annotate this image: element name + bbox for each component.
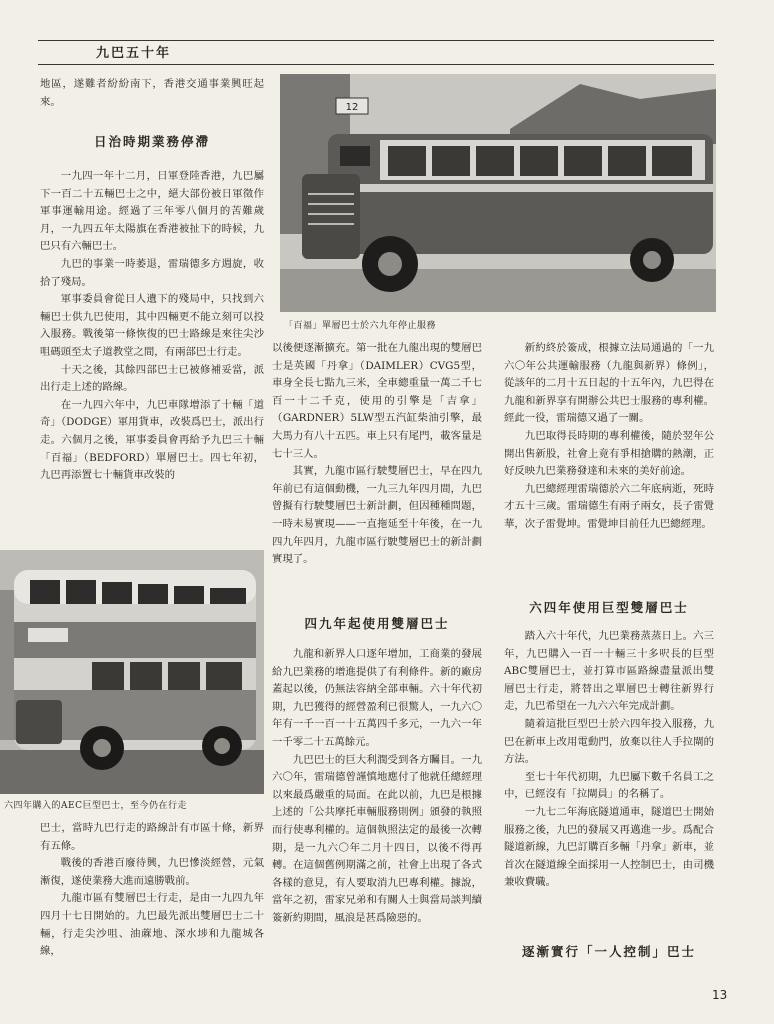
paragraph: 十天之後，其餘四部巴士已被修補妥當，派出行走上述的路線。 [40,363,264,394]
col3-top [504,340,714,534]
running-header: 九巴五十年 [96,46,172,61]
col1-intro: 地區，遂難者紛紛南下，香港交通事業興旺起來。 [40,78,264,108]
paragraph: 九巴巴士的巨大利潤受到各方矚目。一九六〇年，雷瑞德曾謹慎地應付了他就任總經理以來最爲嚴重的局面。在此以前，九巴是根據上述的「公共摩托車輛服務則例」頒發的執照而行使專利權的。這個執照法定的最後一次轉期，是一九六〇年二月十四日，以後不得再轉。在這個舊例期滿之前，社會上出現了各式各樣的意見，有人要取消九巴專利權。據說，當年之初，雷家兄弟和有關人士與當局談判續簽新約期間，風浪是甚爲險惡的。 [272,753,482,924]
page-number: 13 [712,988,728,1002]
paragraph: 戰後的香港百廢待興，九巴慘淡經營，元氣漸復，遂使業務大進而遠勝戰前。 [40,857,264,887]
col3-mid [504,628,714,892]
photo1-caption: 「百福」單層巴士於六九年停止服務 [284,321,437,331]
header-rule [38,40,714,41]
col1-bottom [40,820,264,961]
paragraph: 在一九四六年中，九巴車隊增添了十輛「道奇」（DODGE）軍用貨車，改裝爲巴士，派出行走。六個月之後，軍事委員會再給予九巴三十輛「百福」（BEDFORD）單層巴士。四七年初，九巴再添置七十輛貨車改裝的 [40,398,264,482]
photo-bedford-bus [280,74,716,312]
paragraph: 一九四一年十二月，日軍登陸香港，九巴屬下一百二十五輛巴士之中，絕大部份被日軍徵作軍事運輸用途。經過了三年零八個月的苦難歲月，一九四五年太陽旗在香港被扯下的時候，九巴只有六輛巴士。 [40,170,264,253]
paragraph: 軍事委員會從日人遺下的殘局中，只找到六輛巴士供九巴使用，其中四輛更不能立刻可以投入服務。戰後第一條恢復的巴士路線是來往尖沙咀碼頭至太子道教堂之間，有兩部巴士行走。 [40,293,264,358]
heading-japanese-occupation: 日治時期業務停滯 [93,134,210,149]
heading-double-deck-1949: 四九年起使用雙層巴士 [304,616,450,631]
paragraph: 九龍和新界人口逐年增加，工商業的發展給九巴業務的增進提供了有利條件。新的廠房蓋起以後，仍無法容納全部車輛。六十年代初期，九巴獲得的經營盈利已很驚人，一九六〇年有一千一百一十五萬四千多元，一九六一年一千零二十五萬餘元。 [272,648,482,748]
paragraph: 以後便逐漸擴充。第一批在九龍出現的雙層巴士是英國「丹拿」（DAIMLER）CVG5型，車身全長七點九三米，全車總重量一萬二千七百一十二千克，使用的引擎是「吉拿」（GARDNER）5LW型五汽缸柴油引擎，最大馬力有八十五匹。車上只有尾門，載客量是七十三人。 [272,342,482,460]
paragraph: 隨着這批巨型巴士於六四年投入服務，九巴在新車上改用電動門，放棄以往人手拉閘的方法。 [504,717,714,766]
paragraph: 九巴取得長時期的專利權後，隨於翌年公開出售新股，社會上竟有爭相搶購的熱潮，正好反映九巴業務發達和未來的美好前途。 [504,429,714,478]
paragraph: 一九七二年海底隧道通車，隧道巴士開始服務之後，九巴的發展又再邁進一步。爲配合隧道新線，九巴訂購百多輛「丹拿」新車，並首次在隧道線全面採用一人控制巴士，由司機兼收費職。 [504,805,714,889]
heading-one-man-control: 逐漸實行「一人控制」巴士 [521,944,696,959]
route-sign: 12 [345,102,359,113]
photo-aec-double-decker [0,550,264,794]
col2-top [272,340,482,569]
paragraph: 九巴總經理雷瑞德於六二年底病逝，死時才五十三歲。雷瑞德生有兩子兩女，長子雷覺華，次子雷覺坤。雷覺坤目前任九巴總經理。 [504,482,714,530]
col1-body [40,168,264,485]
paragraph: 巴士，當時九巴行走的路線計有市區十條，新界有五條。 [40,822,264,852]
paragraph: 其實，九龍市區行駛雙層巴士，早在四九年前已有這個動機，一九三九年四月間，九巴曾擬有行駛雙層巴士新計劃，但因種種問題，一時未易實現——一直拖延至十年後，在一九四九年四月，九龍市區行駛雙層巴士的新計劃實現了。 [272,465,482,566]
col1-top [40,76,264,111]
heading-large-double-deck-1964: 六四年使用巨型雙層巴士 [529,600,689,615]
paragraph: 至七十年代初期，九巴屬下數千名員工之中，已經沒有「拉閘員」的名稱了。 [504,770,714,801]
paragraph: 九巴的事業一時萎退，雷瑞德多方週旋，收拾了殘局。 [40,257,264,288]
header-rule-lower [38,64,714,65]
col2-bottom [272,646,482,928]
photo2-caption: 六四年購入的AEC巨型巴士，至今仍在行走 [4,801,187,811]
paragraph: 九龍市區有雙層巴士行走，是由一九四九年四月十七日開始的。九巴最先派出雙層巴士二十輛，行走尖沙咀、油蔴地、深水埗和九龍城各線， [40,892,264,958]
paragraph: 踏入六十年代，九巴業務蒸蒸日上。六三年，九巴購入一百一十輛三十多呎長的巨型ABC雙層巴士，並打算市區路線盡量派出雙層巴士行走，將替出之單層巴士轉往新界行走，九巴希望在一九六六年完成計劃。 [504,630,714,713]
paragraph: 新約終於簽成，根據立法局通過的「一九六〇年公共運輸服務（九龍與新界）條例」，從該年的二月十五日起的十五年內，九巴得在九龍和新界享有開辦公共巴士服務的專利權。經此一役，雷瑞德又過了一關。 [504,342,714,425]
